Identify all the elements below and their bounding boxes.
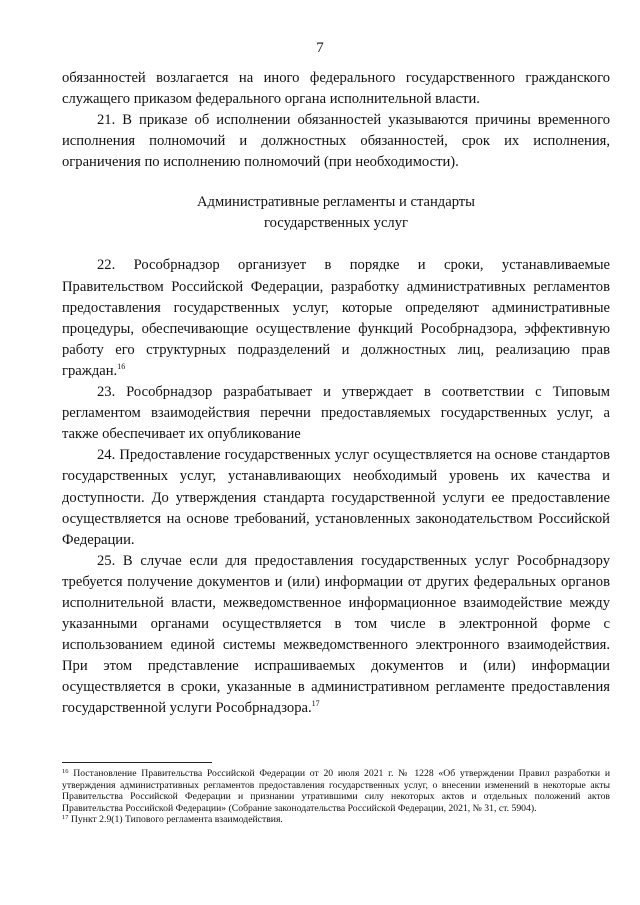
page-number: 7 [316, 40, 324, 56]
paragraph-21: 21. В приказе об исполнении обязанностей указываются причины временного исполнения полномочий и должностных обязанностей, срок их исполнения, ограничения по исполнению полномочий (при необходимости). [62, 112, 610, 171]
paragraph-24: 24. Предоставление государственных услуг осуществляется на основе стандартов государственных услуг, устанавливающих необходимый уровень их качества и доступности. До утверждения стандарта государственной услуги ее предоставление осуществляется на основе требований, установленных законодательством Российской Федерации. [62, 447, 610, 548]
footnote-text: Пункт 2.9(1) Типового регламента взаимодействия. [70, 814, 283, 826]
paragraph-25 [62, 551, 610, 720]
paragraph-continuation: обязанностей возлагается на иного федерального государственного гражданского служащего приказом федерального органа исполнительной власти. [62, 70, 610, 108]
footnote-mark: 16 [62, 768, 69, 775]
paragraph-22-text: 22. Рособрнадзор организует в порядке и сроки, устанавливаемые Правительством Российской Федерации, разработку административных регламентов предоставления государственных услуг, которые определяют административные процедуры, обеспечивающие осуществление функций Рособрнадзора, эффективную работу его структурных подразделений и должностных лиц, реализацию прав граждан. [62, 257, 610, 379]
paragraph-22 [62, 255, 610, 382]
body-text [62, 68, 610, 720]
footnotes [62, 768, 610, 826]
section-heading-line-1: Административные регламенты и стандарты [197, 194, 475, 211]
footnote-mark: 17 [62, 814, 69, 822]
footnote-ref-16[interactable]: 16 [117, 361, 126, 371]
footnote-divider [62, 762, 212, 763]
section-heading [62, 192, 610, 234]
section-heading-line-2: государственных услуг [264, 215, 408, 232]
footnote-16 [62, 768, 610, 814]
footnote-text: Постановление Правительства Российской Федерации от 20 июля 2021 г. № 1228 «Об утверждении Правил разработки и утверждения административных регламентов предоставления государственных услуг, о внесении изменений в некоторые акты Правительства Российской Федерации и признании утратившими силу некоторых актов и отдельных положений актов Правительства Российской Федерации» (Собрание законодательства Российской Федерации, 2021, № 31, ст. 5904). [62, 768, 611, 814]
paragraph-23: 23. Рособрнадзор разрабатывает и утверждает в соответствии с Типовым регламентом взаимодействия перечни предоставляемых государственных услуг, а также обеспечивает их опубликование [62, 384, 610, 443]
footnote-ref-17[interactable]: 17 [311, 699, 320, 709]
paragraph-25-text: 25. В случае если для предоставления государственных услуг Рособрнадзору требуется получение документов и (или) информации от других федеральных органов исполнительной власти, межведомственное информационное взаимодействие между указанными органами осуществляется в том числе в электронной форме с использованием единой системы межведомственного электронного взаимодействия. При этом представление испрашиваемых документов и (или) информации осуществляется в сроки, указанные в административном регламенте предоставления государственной услуги Рособрнадзора. [62, 552, 610, 717]
footnote-17 [62, 814, 610, 826]
